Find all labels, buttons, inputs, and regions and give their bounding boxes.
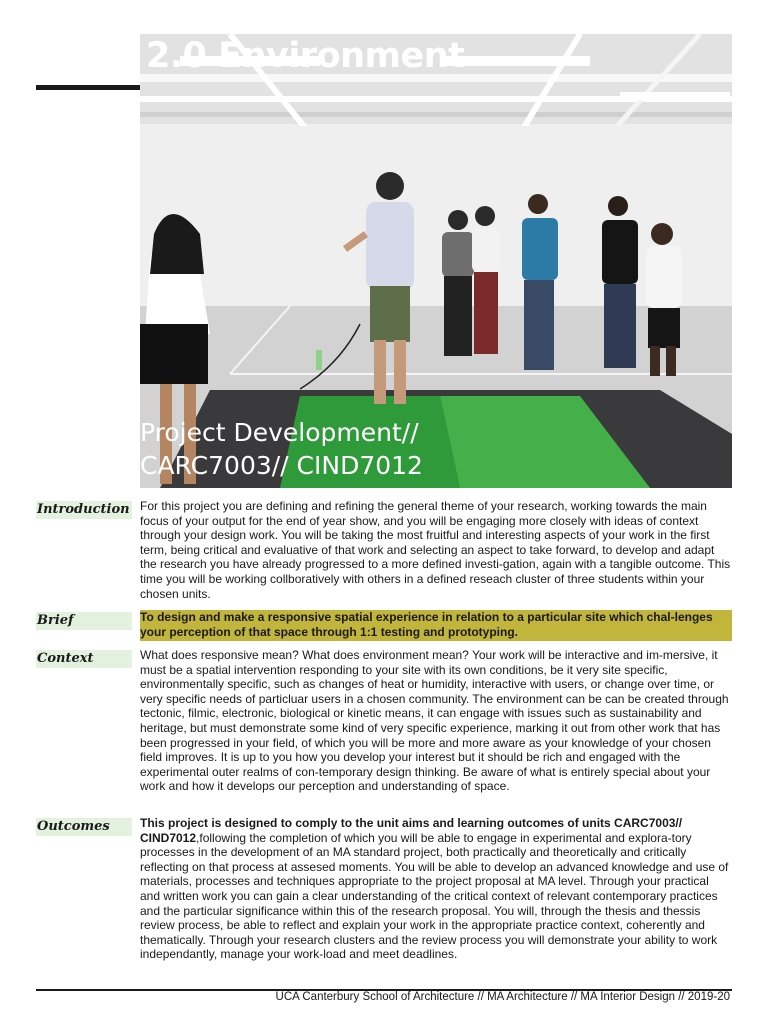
- project-subtitle: [140, 416, 423, 482]
- brief-text: To design and make a responsive spatial experience in relation to a particular site which chal-lenges your perception of that space through 1:1 testing and prototyping.: [140, 610, 732, 641]
- outcomes-text: [140, 816, 732, 962]
- section-brief: [36, 610, 732, 642]
- back-wall: [140, 126, 732, 306]
- footer-text: UCA Canterbury School of Architecture // MA Architecture // MA Interior Design // 2019-20: [275, 991, 730, 1003]
- section-label-introduction: Introduction: [36, 501, 132, 519]
- section-label-brief: Brief: [36, 612, 132, 630]
- studio-photo: [140, 34, 732, 488]
- section-label-outcomes: Outcomes: [36, 818, 132, 836]
- page-title: 2.0 Environment: [146, 36, 465, 76]
- section-introduction: [36, 499, 732, 603]
- section-context: [36, 648, 732, 810]
- person-left: [140, 324, 208, 384]
- ceiling-beam: [140, 112, 732, 117]
- outcomes-text-rest: ,following the completion of which you will be able to engage in experimental and explora-tory processes in the development of an MA standard project, both practically and theoretically and critically reflecting on that process at assesed moments. You will be able to develop an advanced knowledge and use of materials, processes and techniques appropriate to the project proposal at MA level. Through your practical and written work you can gain a clear understanding of the critical context of relevant contemporary practices and the particular significance within this of the research proposal. You will, through the thesis and thessis review process, be able to reflect and explain your work in the appropriate practice context, coherently and thematically. Through your research clusters and the review process you will demonstrate your ability to work independantly, manage your work-load and meet deadlines.: [140, 830, 729, 962]
- project-subtitle-line2: CARC7003// CIND7012: [140, 451, 423, 480]
- vr-headset: [376, 172, 404, 200]
- person-vr: [366, 202, 414, 290]
- section-outcomes: [36, 816, 732, 980]
- ceiling-light: [620, 92, 730, 100]
- outcomes-text-bold: This project is designed to comply to the unit aims and learning outcomes of units CARC7003// CIND7012: [140, 816, 683, 845]
- section-label-context: Context: [36, 650, 132, 668]
- water-bottle: [316, 350, 322, 370]
- person-vr: [394, 340, 406, 404]
- context-text: What does responsive mean? What does environment mean? Your work will be interactive and im-mersive, it must be a spatial intervention responding to your site with its own conditions, be it very site specific, environmentally specific, such as changes of heat or humidity, interactive with users, or change over time, or very specific needs of particluar users in a chosen community. The environment can be can be created through tectonic, filmic, electronic, biological or kinetic means, it can engage with issues such as sustainability and heritage, but must demonstrate some kind of very specific experience, marking it out from other work that has been progressed in your field, of which you will be more and more aware as your knowledge of your chosen field improves. It is up to you how you develop your interest but it should be rich and engaged with the experimental outer realms of con-temporary design thinking. Be aware of what is entirely special about your work and how it develops our perception and understanding of space.: [140, 648, 729, 794]
- person-vr: [370, 286, 410, 342]
- header-rule: [36, 85, 140, 90]
- person-vr: [374, 340, 386, 404]
- introduction-text: For this project you are defining and refining the general theme of your research, working towards the main focus of your output for the end of year show, and you will be engaging more closely with ideas of context through your design work. You will be taking the most fruitful and interesting aspects of your work in the first term, being critical and evaluative of that work and selecting an aspect to take forward, to develop and adapt the research you have already progressed to a more defined investi-gation, again with a tangible outcome. This time you will be working collboratively with others in a defined reseach cluster of three students within your chosen units.: [140, 499, 731, 601]
- project-subtitle-line1: Project Development//: [140, 418, 419, 447]
